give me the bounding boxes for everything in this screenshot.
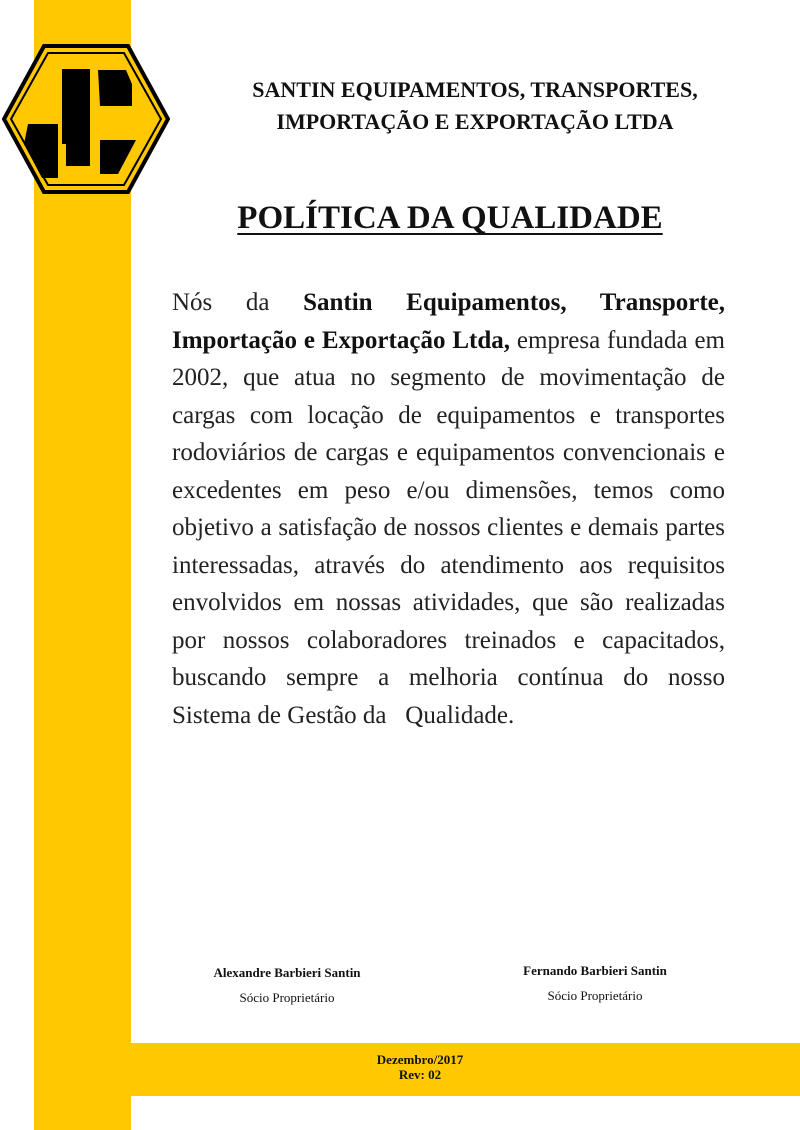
footer-revision: Rev: 02 — [398, 1067, 442, 1082]
policy-company-name: Santin Equipamentos, Transporte, Importação e Exportação Ltda, — [172, 289, 726, 354]
santin-logo-icon — [2, 44, 170, 194]
policy-intro: Nós da — [172, 289, 270, 316]
signatory-name: Fernando Barbieri Santin — [523, 963, 667, 978]
policy-body — [172, 284, 732, 734]
company-name — [175, 74, 775, 138]
signatory-role: Sócio Proprietário — [547, 988, 643, 1003]
signature-block-2 — [475, 958, 715, 1008]
signature-block-1 — [167, 960, 407, 1010]
policy-text: empresa fundada em 2002, que atua no segmento de movimentação de cargas com locação de equipamentos e transportes rodoviários de cargas e equipamentos convencionais e excedentes em peso e/ou dimensões, temos como objetivo a satisfação de nossos clientes e demais partes interessadas, através do atendimento aos requisitos envolvidos em nossas atividades, que são realizadas por nossos colaboradores treinados e capacitados, buscando sempre a melhoria contínua do nosso Sistema de Gestão da Qualidade. — [172, 326, 732, 729]
document-title — [140, 196, 760, 240]
signatory-name: Alexandre Barbieri Santin — [213, 965, 361, 980]
signatory-role: Sócio Proprietário — [239, 990, 335, 1005]
document-title-text: POLÍTICA DA QUALIDADE — [237, 200, 663, 236]
company-name-line1: SANTIN EQUIPAMENTOS, TRANSPORTES, — [252, 77, 698, 102]
document-footer — [330, 1052, 510, 1082]
footer-date: Dezembro/2017 — [376, 1052, 464, 1067]
company-name-line2: IMPORTAÇÃO E EXPORTAÇÃO LTDA — [276, 109, 674, 134]
